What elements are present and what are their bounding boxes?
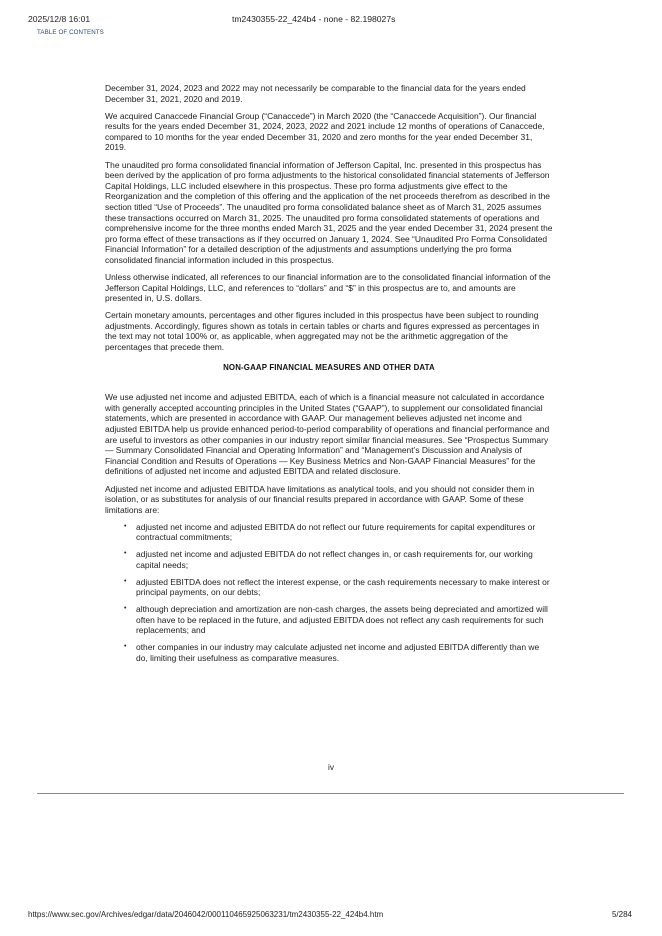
limitations-list: [105, 522, 553, 664]
table-of-contents-link[interactable]: TABLE OF CONTENTS: [37, 29, 104, 36]
list-item-text: although depreciation and amortization are non-cash charges, the assets being depreciated and amortized will often have to be replaced in the future, and adjusted EBITDA does not reflect any cash requirements for such replacements; and: [136, 604, 548, 636]
print-page-count: 5/284: [611, 910, 632, 919]
list-item-text: adjusted net income and adjusted EBITDA do not reflect our future requirements for capital expenditures or contractual commitments;: [136, 521, 536, 543]
bullet-icon: •: [124, 522, 127, 530]
list-item: [124, 576, 553, 598]
list-item-text: other companies in our industry may calculate adjusted net income and adjusted EBITDA differently than we do, limiting their usefulness as comparative measures.: [136, 642, 540, 663]
paragraph-non-gaap-use: We use adjusted net income and adjusted EBITDA, each of which is a financial measure not calculated in accordance with generally accepted accounting principles in the United States (“GAAP”), to supplement our consolidated financial statements, which are presented in accordance with GAAP. Our management believes adjusted net income and adjusted EBITDA help us provide enhanced period-to-period comparability of operations and financial performance and are useful to investors as other companies in our industry report similar financial measures. See “Prospectus Summary — Summary Consolidated Financial and Operating Information” and “Management’s Discussion and Analysis of Financial Condition and Results of Operations — Key Business Metrics and Non-GAAP Financial Measures” for the definitions of adjusted net income and adjusted EBITDA and related disclosure.: [105, 392, 550, 477]
list-item: [124, 521, 553, 543]
paragraph-limitations-intro: Adjusted net income and adjusted EBITDA have limitations as analytical tools, and you should not consider them in isolation, or as substitutes for analysis of our financial results prepared in accordance with GAAP. Some of these limitations are:: [105, 483, 535, 515]
paragraph-currency: Unless otherwise indicated, all references to our financial information are to the consolidated financial information of the Jefferson Capital Holdings, LLC, and references to “dollars” and “$” in this prospectus are to, and amounts are presented in, U.S. dollars.: [105, 272, 551, 304]
bullet-icon: •: [124, 550, 127, 558]
print-url: https://www.sec.gov/Archives/edgar/data/2046042/000110465925063231/tm2430355-22_424b4.htm: [28, 910, 384, 919]
paragraph-canaccede: We acquired Canaccede Financial Group (“Canaccede”) in March 2020 (the “Canaccede Acquisition”). Our financial results for the years ended December 31, 2024, 2023, 2022 and 2021 include 12 months of operations of Canaccede, compared to 10 months for the year ended December 31, 2020 and zero months for the year ended December 31, 2019.: [105, 110, 545, 153]
list-item: [124, 642, 553, 663]
list-item-text: adjusted EBITDA does not reflect the interest expense, or the cash requirements necessary to make interest or principal payments, on our debts;: [136, 576, 550, 598]
bullet-icon: •: [124, 577, 127, 585]
print-date: 2025/12/8 16:01: [28, 14, 91, 24]
list-item: [124, 549, 553, 570]
paragraph-comparability: December 31, 2024, 2023 and 2022 may not necessarily be comparable to the financial data for the years ended December 31, 2021, 2020 and 2019.: [105, 83, 526, 104]
document-body: [105, 83, 553, 670]
print-document-title: tm2430355-22_424b4 - none - 82.198027s: [232, 14, 396, 24]
page-number: iv: [327, 762, 335, 772]
section-heading: NON-GAAP FINANCIAL MEASURES AND OTHER DATA: [223, 361, 435, 372]
page-divider: [37, 793, 624, 794]
paragraph-pro-forma: The unaudited pro forma consolidated financial information of Jefferson Capital, Inc. presented in this prospectus has been derived by the application of pro forma adjustments to the historical consolidated financial statements of Jefferson Capital Holdings, LLC included elsewhere in this prospectus. These pro forma adjustments give effect to the Reorganization and the completion of this offering and the application of the net proceeds therefrom as described in the section titled “Use of Proceeds”. The unaudited pro forma consolidated balance sheet as of March 31, 2025 assumes these transactions occurred on March 31, 2025. The unaudited pro forma consolidated statements of operations and comprehensive income for the three months ended March 31, 2025 and the year ended December 31, 2024 present the pro forma effect of these transactions as if they occurred on January 1, 2024. See “Unaudited Pro Forma Consolidated Financial Information” for a detailed description of the adjustments and assumptions underlying the pro forma consolidated financial information included in this prospectus.: [105, 159, 553, 265]
print-header: [0, 14, 662, 28]
bullet-icon: •: [124, 605, 127, 613]
list-item: [124, 604, 553, 636]
bullet-icon: •: [124, 643, 127, 651]
list-item-text: adjusted net income and adjusted EBITDA do not reflect changes in, or cash requirements for, our working capital needs;: [136, 549, 533, 570]
paragraph-rounding: Certain monetary amounts, percentages and other figures included in this prospectus have been subject to rounding adjustments. Accordingly, figures shown as totals in certain tables or charts and figures expressed as percentages in the text may not total 100% or, as applicable, when aggregated may not be the arithmetic aggregation of the percentages that precede them.: [105, 310, 540, 353]
